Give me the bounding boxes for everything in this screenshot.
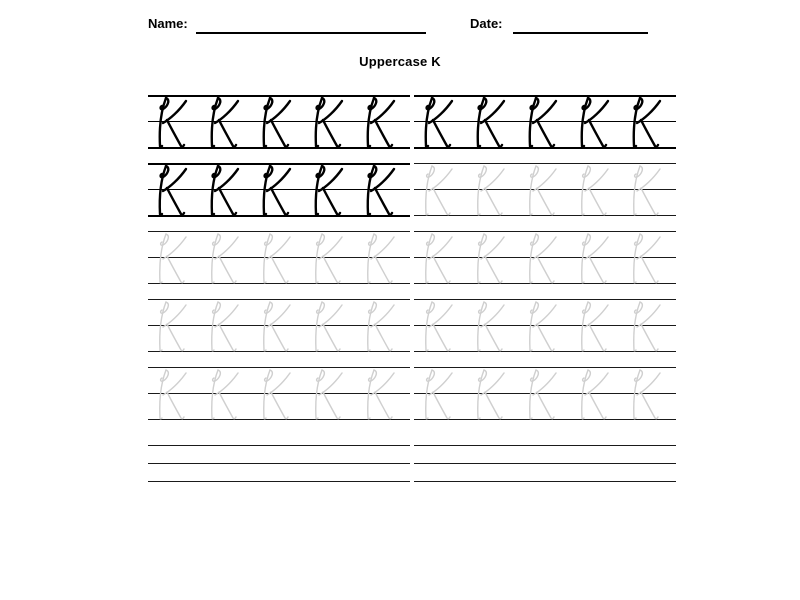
- practice-letter: [522, 163, 568, 219]
- practice-column-right: [414, 95, 676, 485]
- practice-letter: [360, 299, 406, 355]
- letter-group: [414, 95, 676, 151]
- practice-letter: [522, 299, 568, 355]
- blank-practice-lines[interactable]: [414, 445, 676, 499]
- date-label: Date:: [470, 16, 503, 31]
- practice-letter: [360, 367, 406, 423]
- practice-row[interactable]: [148, 299, 410, 355]
- practice-row[interactable]: [148, 367, 410, 423]
- practice-letter: [574, 299, 620, 355]
- practice-row[interactable]: [148, 163, 410, 219]
- practice-letter: [256, 95, 302, 151]
- letter-group: [414, 163, 676, 219]
- letter-group: [148, 231, 410, 287]
- practice-letter: [204, 95, 250, 151]
- practice-letter: [626, 367, 672, 423]
- practice-column-left: [148, 95, 410, 485]
- letter-group: [148, 367, 410, 423]
- practice-row[interactable]: [148, 231, 410, 287]
- header: [0, 8, 800, 32]
- practice-letter: [418, 231, 464, 287]
- practice-letter: [522, 367, 568, 423]
- practice-letter: [626, 95, 672, 151]
- practice-letter: [574, 367, 620, 423]
- letter-group: [414, 231, 676, 287]
- practice-letter: [418, 367, 464, 423]
- practice-letter: [204, 299, 250, 355]
- practice-letter: [360, 163, 406, 219]
- practice-letter: [256, 367, 302, 423]
- practice-letter: [308, 299, 354, 355]
- practice-letter: [360, 95, 406, 151]
- practice-letter: [204, 367, 250, 423]
- practice-row[interactable]: [414, 163, 676, 219]
- page-title: Uppercase K: [359, 54, 441, 69]
- practice-letter: [418, 95, 464, 151]
- practice-letter: [418, 163, 464, 219]
- practice-letter: [204, 231, 250, 287]
- practice-letter: [470, 367, 516, 423]
- rule-line-blank: [148, 463, 410, 464]
- rule-line-blank: [148, 481, 410, 482]
- practice-row[interactable]: [414, 95, 676, 151]
- practice-letter: [470, 95, 516, 151]
- practice-letter: [152, 163, 198, 219]
- practice-letter: [256, 163, 302, 219]
- practice-letter: [256, 299, 302, 355]
- practice-letter: [152, 367, 198, 423]
- practice-row[interactable]: [148, 95, 410, 151]
- letter-group: [148, 299, 410, 355]
- letter-group: [148, 163, 410, 219]
- practice-letter: [470, 231, 516, 287]
- rule-line-blank: [414, 463, 676, 464]
- rule-line-blank: [414, 481, 676, 482]
- practice-letter: [522, 95, 568, 151]
- practice-row[interactable]: [414, 231, 676, 287]
- practice-letter: [626, 231, 672, 287]
- practice-letter: [522, 231, 568, 287]
- practice-letter: [626, 163, 672, 219]
- practice-grid: [0, 95, 800, 485]
- practice-letter: [308, 95, 354, 151]
- practice-letter: [256, 231, 302, 287]
- practice-letter: [470, 163, 516, 219]
- practice-row[interactable]: [414, 299, 676, 355]
- name-label: Name:: [148, 16, 188, 31]
- letter-group: [414, 367, 676, 423]
- practice-letter: [308, 231, 354, 287]
- practice-letter: [308, 367, 354, 423]
- rule-line-blank: [414, 445, 676, 446]
- practice-letter: [574, 231, 620, 287]
- practice-letter: [152, 231, 198, 287]
- practice-letter: [204, 163, 250, 219]
- practice-letter: [308, 163, 354, 219]
- practice-letter: [574, 163, 620, 219]
- date-input-line[interactable]: [513, 32, 648, 34]
- practice-letter: [626, 299, 672, 355]
- practice-letter: [418, 299, 464, 355]
- blank-practice-lines[interactable]: [148, 445, 410, 499]
- letter-group: [414, 299, 676, 355]
- practice-letter: [574, 95, 620, 151]
- practice-letter: [470, 299, 516, 355]
- practice-letter: [360, 231, 406, 287]
- practice-row[interactable]: [414, 367, 676, 423]
- letter-group: [148, 95, 410, 151]
- name-input-line[interactable]: [196, 32, 426, 34]
- practice-letter: [152, 299, 198, 355]
- practice-letter: [152, 95, 198, 151]
- rule-line-blank: [148, 445, 410, 446]
